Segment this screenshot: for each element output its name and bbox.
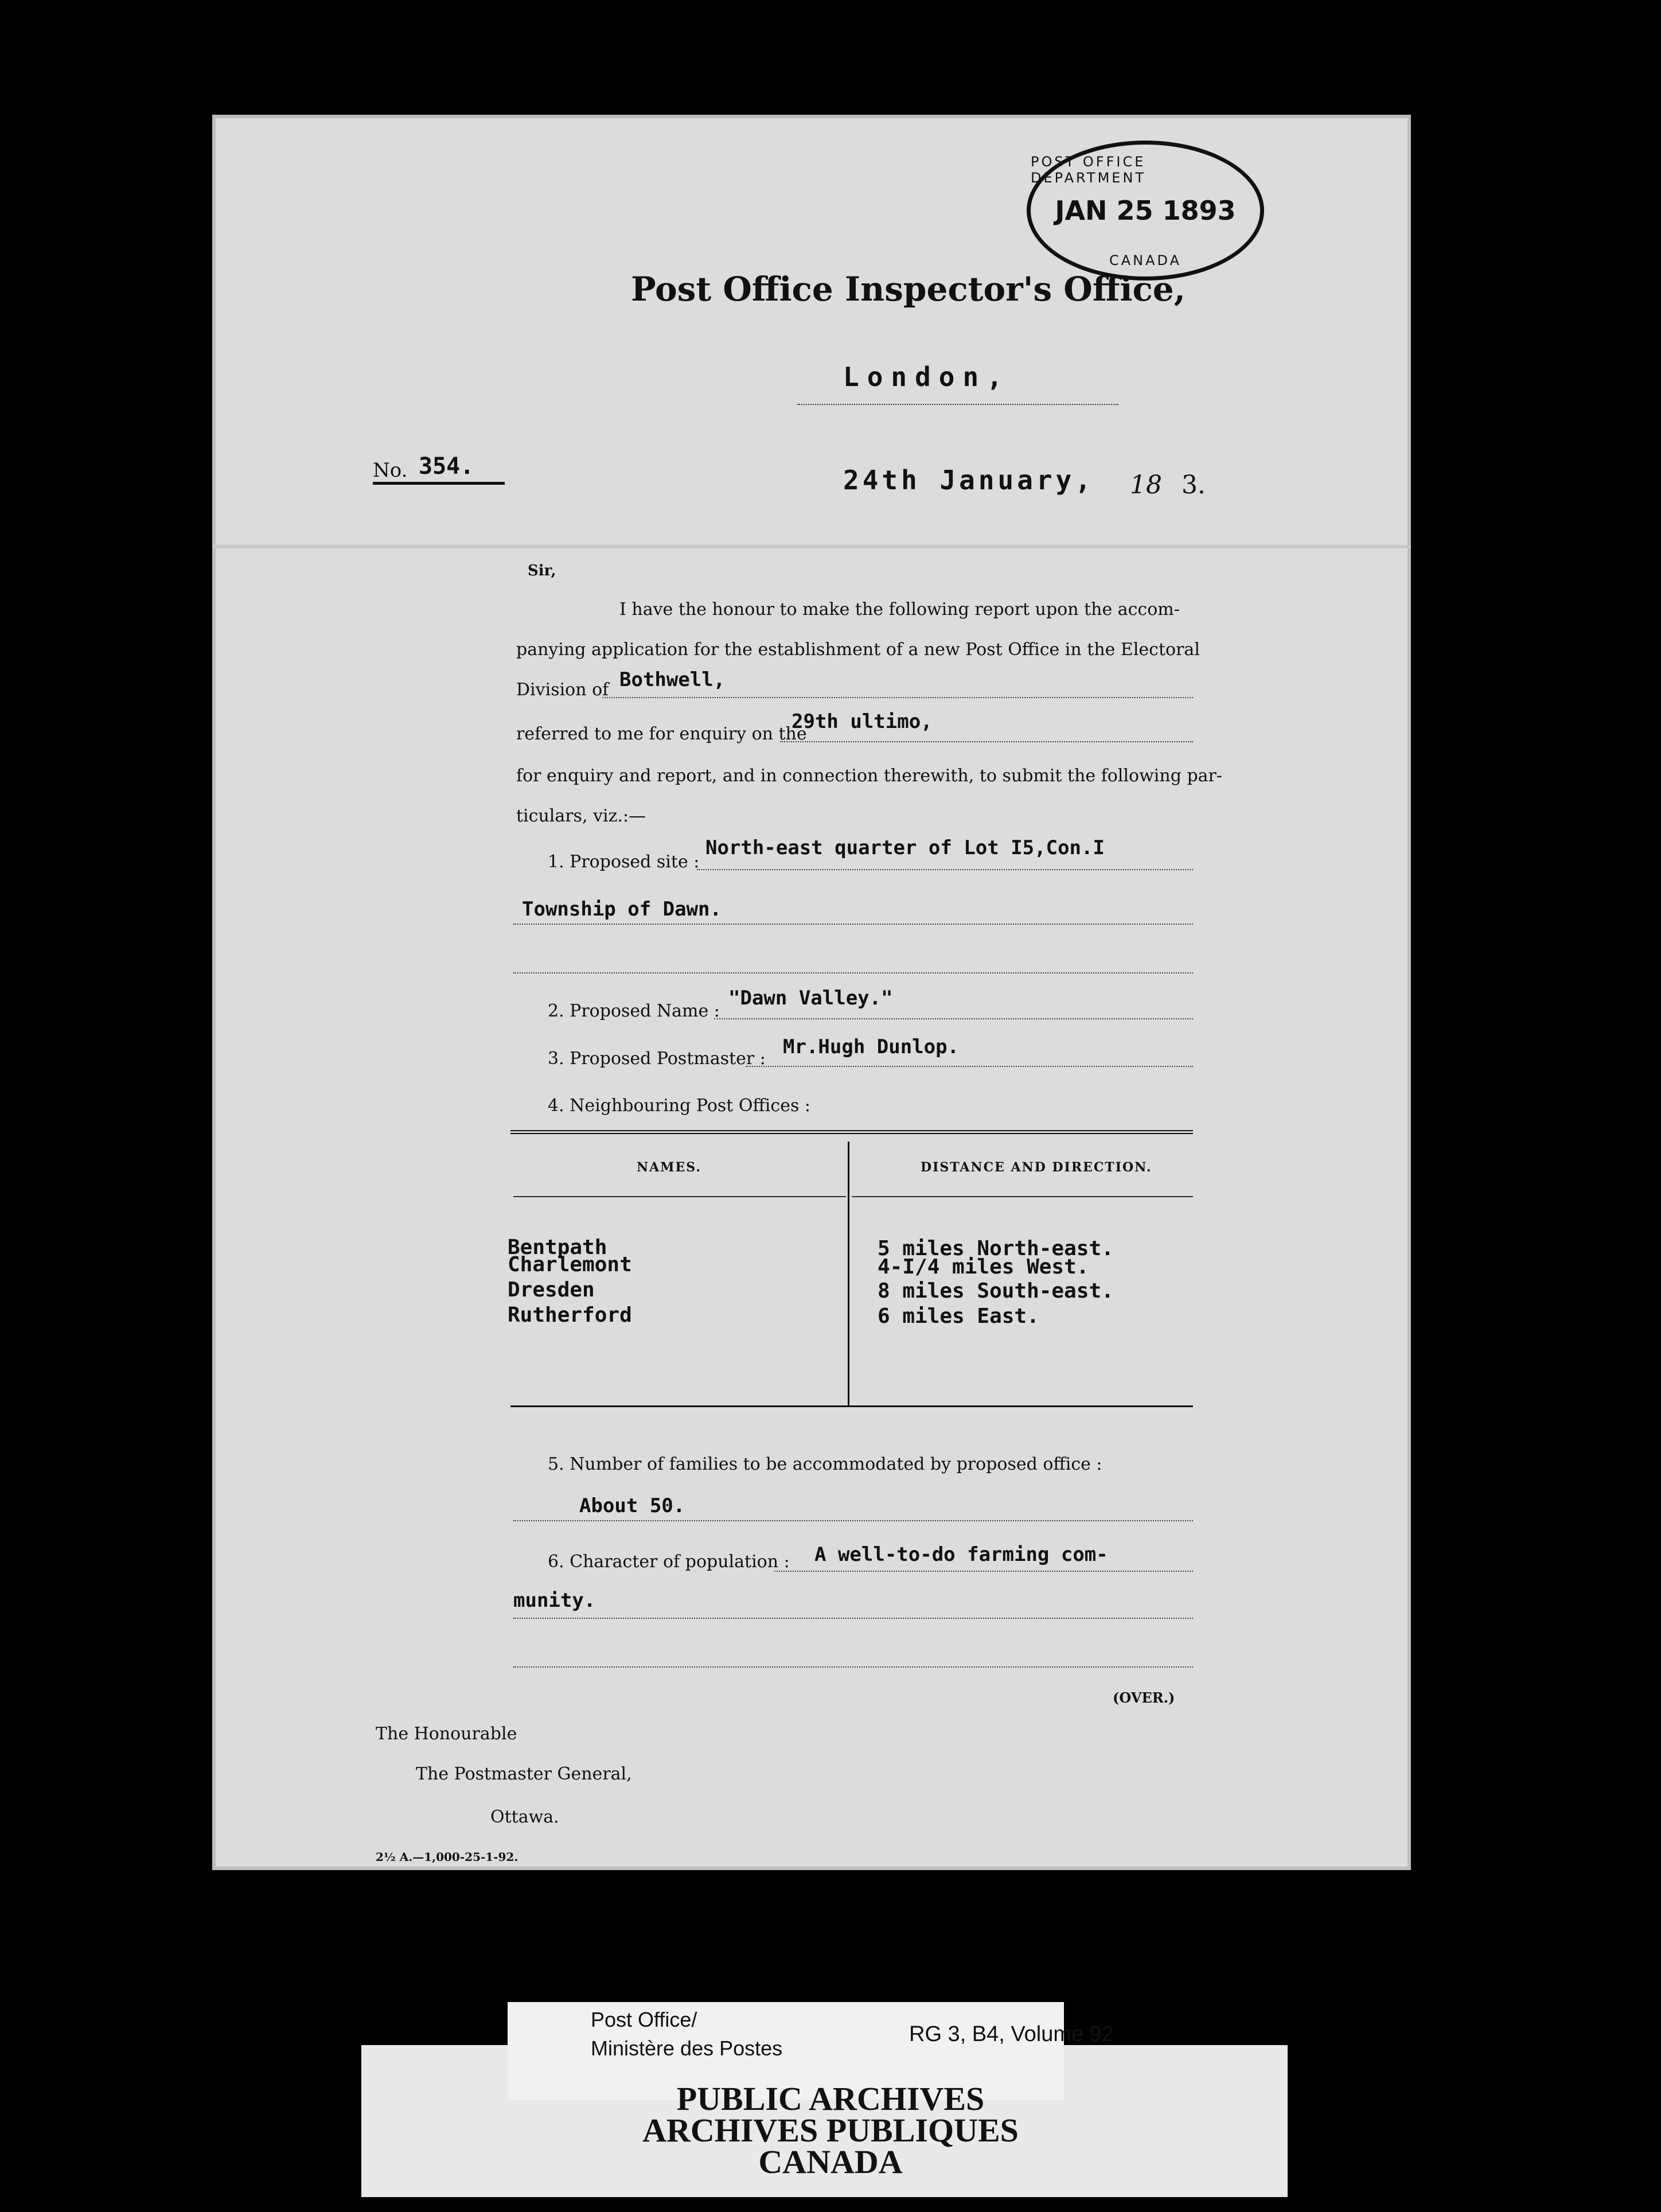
- site-value-1: North-east quarter of Lot I5,Con.I: [705, 836, 1105, 859]
- name-line: [714, 1018, 1193, 1019]
- site-label: 1. Proposed site :: [548, 852, 700, 872]
- date-stamp: [1027, 141, 1264, 281]
- neighbouring-label: 4. Neighbouring Post Offices :: [548, 1096, 810, 1116]
- referred-label: referred to me for enquiry on the: [516, 724, 807, 744]
- stamp-top-text: POST OFFICE DEPARTMENT: [1031, 154, 1147, 186]
- site-line-2: [513, 924, 1193, 925]
- salutation: Sir,: [528, 562, 556, 579]
- table-bottom-rule: [510, 1405, 1193, 1407]
- department-line-2: Ministère des Postes: [591, 2036, 783, 2060]
- character-value-2: munity.: [513, 1589, 596, 1612]
- department-line-1: Post Office/: [591, 2008, 697, 2031]
- site-value-2: Township of Dawn.: [522, 898, 722, 921]
- postmaster-label: 3. Proposed Postmaster :: [548, 1049, 766, 1069]
- name-label: 2. Proposed Name :: [548, 1001, 720, 1021]
- archive-reference: RG 3, B4, Volume 92: [909, 2022, 1114, 2046]
- families-value: About 50.: [579, 1494, 685, 1517]
- stamp-date: JAN 25 1893: [1055, 195, 1236, 226]
- referred-value: 29th ultimo,: [791, 710, 933, 733]
- letter-date: 24th January,: [843, 465, 1095, 496]
- over-note: (OVER.): [1113, 1689, 1175, 1706]
- name-value: "Dawn Valley.": [728, 987, 893, 1010]
- paper-fold: [212, 545, 1411, 548]
- site-line-3: [513, 972, 1193, 973]
- header-distance: DISTANCE AND DIRECTION.: [921, 1160, 1152, 1175]
- table-row-distance: 6 miles East.: [878, 1304, 1039, 1328]
- year-suffix: 3.: [1182, 470, 1206, 500]
- character-line-2: [513, 1618, 1193, 1619]
- address-line-3: Ottawa.: [490, 1807, 559, 1827]
- address-line-1: The Honourable: [376, 1724, 517, 1744]
- table-column-divider: [848, 1142, 849, 1405]
- referred-line: [780, 741, 1193, 742]
- character-line-3: [513, 1666, 1193, 1668]
- table-row-distance: 8 miles South-east.: [878, 1279, 1114, 1303]
- site-line-1: [697, 869, 1193, 870]
- form-code: 2½ A.—1,000-25-1-92.: [376, 1850, 518, 1864]
- intro-line-2: panying application for the establishment of a new Post Office in the Electoral: [516, 640, 1200, 660]
- number-label: No.: [373, 459, 408, 482]
- enquiry-line: for enquiry and report, and in connection therewith, to submit the following par-: [516, 766, 1223, 786]
- table-row-name: Rutherford: [508, 1303, 632, 1327]
- division-value: Bothwell,: [619, 668, 726, 691]
- character-label: 6. Character of population :: [548, 1552, 790, 1572]
- character-value-1: A well-to-do farming com-: [814, 1543, 1108, 1566]
- families-line: [513, 1520, 1193, 1521]
- stamp-bottom-text: CANADA: [1109, 252, 1182, 268]
- table-row-name: Charlemont: [508, 1253, 632, 1276]
- families-label: 5. Number of families to be accommodated by proposed office :: [548, 1454, 1102, 1474]
- table-row-name: Dresden: [508, 1278, 595, 1302]
- division-label: Division of: [516, 680, 609, 700]
- archives-english: PUBLIC ARCHIVES: [676, 2080, 985, 2117]
- character-line-1: [774, 1571, 1193, 1572]
- particulars-line: ticulars, viz.:—: [516, 806, 646, 826]
- archives-country: CANADA: [758, 2143, 903, 2180]
- office-title: Post Office Inspector's Office,: [631, 270, 1186, 309]
- number-value: 354.: [419, 453, 474, 480]
- place-underline: [797, 404, 1118, 405]
- names-header-line: [513, 1196, 846, 1197]
- archives-french: ARCHIVES PUBLIQUES: [642, 2112, 1019, 2149]
- number-underline: [373, 482, 505, 485]
- table-row-name: Bentpath: [508, 1236, 607, 1259]
- table-row-distance: 4-I/4 miles West.: [878, 1255, 1089, 1279]
- table-top-rule: [510, 1130, 1193, 1134]
- header-names: NAMES.: [637, 1160, 702, 1175]
- table-row-distance: 5 miles North-east.: [878, 1237, 1114, 1260]
- postmaster-line: [746, 1066, 1193, 1067]
- division-line: [602, 697, 1193, 698]
- address-line-2: The Postmaster General,: [416, 1764, 632, 1784]
- postmaster-value: Mr.Hugh Dunlop.: [783, 1035, 960, 1058]
- office-place: London,: [843, 361, 1011, 392]
- year-prefix: 18: [1130, 470, 1162, 500]
- intro-line-1: I have the honour to make the following report upon the accom-: [619, 599, 1180, 620]
- distance-header-line: [852, 1196, 1193, 1197]
